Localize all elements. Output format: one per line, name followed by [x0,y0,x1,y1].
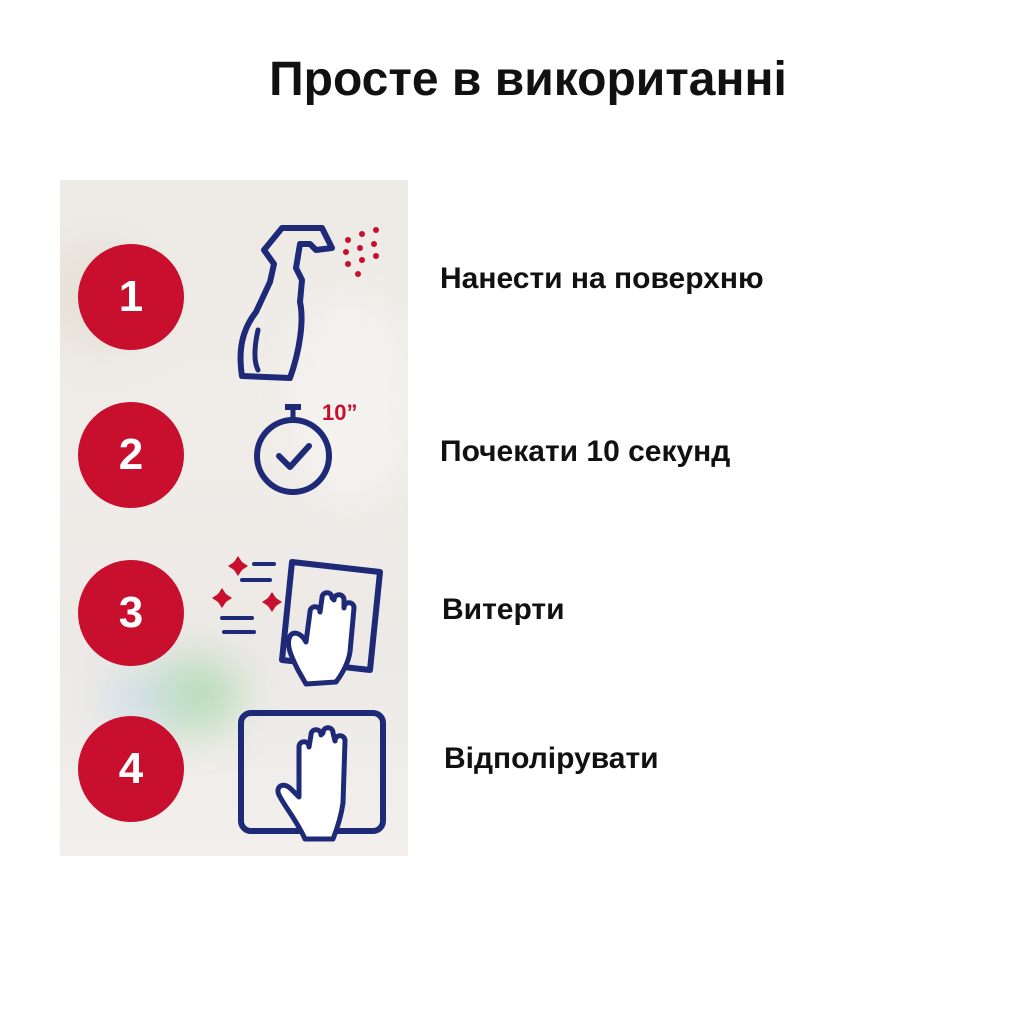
step-1-label: Нанести на поверхню [440,262,764,295]
step-2-badge: 2 [78,402,184,508]
step-3-label: Витерти [442,593,565,626]
spray-bottle-icon [230,220,390,385]
wipe-cloth-icon [210,550,390,690]
step-1-badge: 1 [78,244,184,350]
instructions-panel [60,180,408,856]
polish-hand-icon [235,705,390,845]
step-2-label: Почекати 10 секунд [440,435,731,468]
step-3-badge: 3 [78,560,184,666]
timer-10-seconds-label: 10” [322,400,358,425]
step-4-badge: 4 [78,716,184,822]
step-4-label: Відполірувати [444,742,659,775]
page-title: Просте в викоританні [269,53,787,106]
